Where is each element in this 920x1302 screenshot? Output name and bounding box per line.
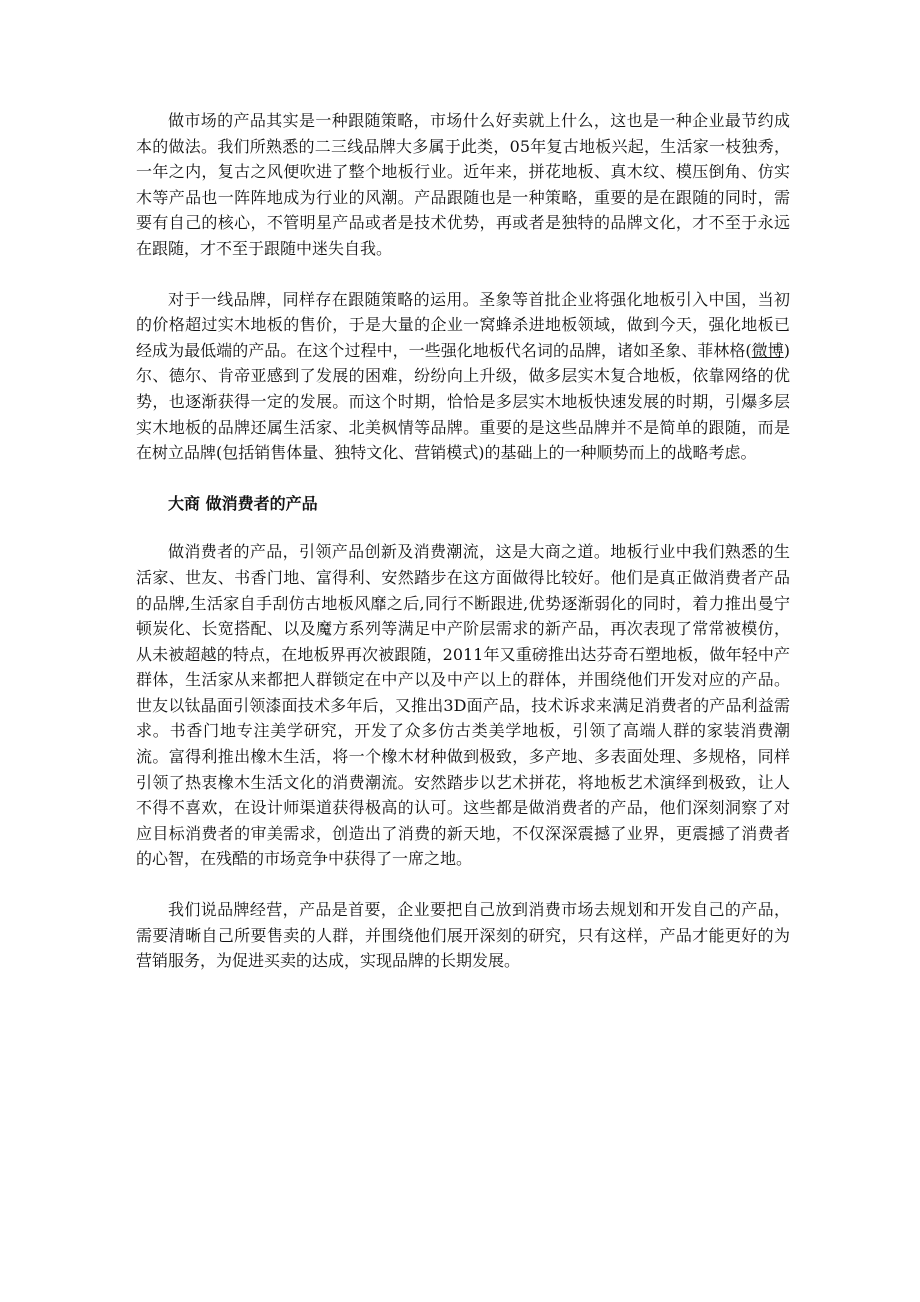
paragraph-follow-strategy: 做市场的产品其实是一种跟随策略，市场什么好卖就上什么，这也是一种企业最节约成本的做法。我们所熟悉的二三线品牌大多属于此类，05年复古地板兴起，生活家一枝独秀，一年之内，复古之风便吹进了整个地板行业。近年来，拼花地板、真木纹、模压倒角、仿实木等产品也一阵阵地成为行业的风潮。产品跟随也是一种策略，重要的是在跟随的同时，需要有自己的核心，不管明星产品或者是技术优势，再或者是独特的品牌文化，才不至于永远在跟随，才不至于跟随中迷失自我。 <box>136 111 790 258</box>
paragraph-consumer-products: 做消费者的产品，引领产品创新及消费潮流，这是大商之道。地板行业中我们熟悉的生活家、世友、书香门地、富得利、安然踏步在这方面做得比较好。他们是真正做消费者产品的品牌,生活家自手刮仿古地板风靡之后,同行不断跟进,优势逐渐弱化的同时，着力推出曼宁顿炭化、长宽搭配、以及魔方系列等满足中产阶层需求的新产品，再次表现了常常被模仿，从未被超越的特点，在地板界再次被跟随，2011年又重磅推出达芬奇石塑地板，做年轻中产群体，生活家从来都把人群锁定在中产以及中产以上的群体，并围绕他们开发对应的产品。世友以钛晶面引领漆面技术多年后，又推出3D面产品，技术诉求来满足消费者的产品利益需求。书香门地专注美学研究，开发了众多仿古类美学地板，引领了高端人群的家装消费潮流。富得利推出橡木生活，将一个橡木材种做到极致，多产地、多表面处理、多规格，同样引领了热衷橡木生活文化的消费潮流。安然踏步以艺术拼花，将地板艺术演绎到极致，让人不得不喜欢，在设计师渠道获得极高的认可。这些都是做消费者的产品，他们深刻洞察了对应目标消费者的审美需求，创造出了消费的新天地，不仅深深震撼了业界，更震撼了消费者的心智，在残酷的市场竞争中获得了一席之地。 <box>136 542 790 869</box>
paragraph-first-tier-brands <box>136 287 790 466</box>
weibo-link[interactable]: 微博 <box>751 340 784 360</box>
paragraph-text: )尔、德尔、肯帝亚感到了发展的困难，纷纷向上升级，做多层实木复合地板，依靠网络的优势，也逐渐获得一定的发展。而这个时期，恰恰是多层实木地板快速发展的时期，引爆多层实木地板的品牌还属生活家、北美枫情等品牌。重要的是这些品牌并不是简单的跟随，而是在树立品牌(包括销售体量、独特文化、营销模式)的基础上的一种顺势而上的战略考虑。 <box>136 340 790 463</box>
paragraph-conclusion: 我们说品牌经营，产品是首要，企业要把自己放到消费市场去规划和开发自己的产品，需要清晰自己所要售卖的人群，并围绕他们展开深刻的研究，只有这样，产品才能更好的为营销服务，为促进买卖的达成，实现品牌的长期发展。 <box>136 900 790 971</box>
paragraph-text: 对于一线品牌，同样存在跟随策略的运用。圣象等首批企业将强化地板引入中国，当初的价格超过实木地板的售价，于是大量的企业一窝蜂杀进地板领域，做到今天，强化地板已经成为最低端的产品。在这个过程中，一些强化地板代名词的品牌，诸如圣象、菲林格( <box>136 289 790 360</box>
section-heading: 大商 做消费者的产品 <box>168 493 318 513</box>
